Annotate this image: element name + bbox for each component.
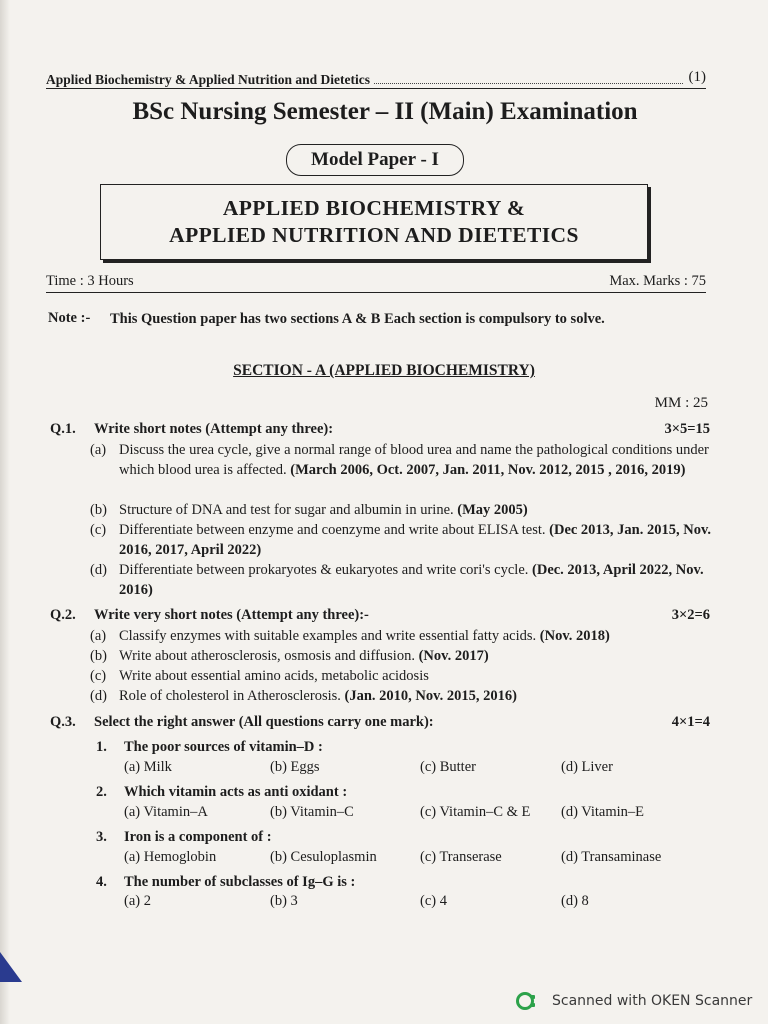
mcq-options	[124, 759, 724, 779]
exam-dates: (May 2005)	[457, 502, 528, 518]
sub-question-text: Role of cholesterol in Atherosclerosis.	[119, 688, 341, 704]
mcq-option: (c) Butter	[420, 759, 476, 775]
mcq-option: (a) Hemoglobin	[124, 849, 217, 865]
exam-dates: (Nov. 2018)	[539, 628, 610, 644]
mcq-text: The poor sources of vitamin–D :	[124, 739, 323, 755]
mcq-option: (c) Transerase	[420, 849, 502, 865]
exam-dates: (March 2006, Oct. 2007, Jan. 2011, Nov. 2012, 2015 , 2016, 2019)	[290, 462, 686, 478]
mcq-option: (d) Liver	[561, 759, 613, 775]
corner-mark	[0, 952, 22, 982]
sub-question	[90, 440, 712, 480]
sub-question-label: (a)	[90, 442, 107, 458]
mcq-option: (c) Vitamin–C & E	[420, 804, 531, 820]
question-marks: 3×2=6	[671, 607, 710, 623]
mcq-option: (a) Vitamin–A	[124, 804, 208, 820]
question-text: Write short notes (Attempt any three):	[94, 421, 334, 437]
sub-question-text: Structure of DNA and test for sugar and albumin in urine.	[119, 502, 454, 518]
sub-question-label: (d)	[90, 562, 107, 578]
sub-question	[90, 560, 712, 600]
model-paper-badge: Model Paper - I	[286, 144, 464, 176]
sub-question-text: Differentiate between prokaryotes & eukaryotes and write cori's cycle.	[119, 562, 529, 578]
note-label: Note :-	[48, 310, 91, 326]
time-marks-row	[46, 266, 706, 293]
sub-question-label: (c)	[90, 522, 107, 538]
sub-question	[90, 666, 712, 686]
sub-question-label: (c)	[90, 668, 107, 684]
mcq-text: Which vitamin acts as anti oxidant :	[124, 784, 348, 800]
exam-title: BSc Nursing Semester – II (Main) Examination	[132, 98, 638, 125]
exam-dates: (Nov. 2017)	[418, 648, 489, 664]
sub-question-label: (b)	[90, 648, 107, 664]
question-number: Q.2.	[50, 607, 76, 623]
mcq-option: (b) Eggs	[270, 759, 320, 775]
mcq-option: (b) Vitamin–C	[270, 804, 354, 820]
mcq-text: Iron is a component of :	[124, 829, 272, 845]
mcq-option: (c) 4	[420, 893, 447, 909]
question-marks: 4×1=4	[671, 714, 710, 730]
sub-question	[90, 520, 712, 560]
page-number: (1)	[688, 69, 706, 85]
question-text: Write very short notes (Attempt any three):-	[94, 607, 369, 623]
question-text: Select the right answer (All questions carry one mark):	[94, 714, 434, 730]
mcq-option: (d) Transaminase	[561, 849, 662, 865]
running-title: Applied Biochemistry & Applied Nutrition and Dietetics	[46, 72, 371, 87]
mcq-number: 2.	[96, 784, 107, 800]
exam-dates: (Jan. 2010, Nov. 2015, 2016)	[344, 688, 517, 704]
sub-question-text: Write about essential amino acids, metabolic acidosis	[119, 668, 429, 684]
leader-dots	[374, 82, 682, 84]
subject-title-box	[100, 184, 648, 260]
subject-line-1: APPLIED BIOCHEMISTRY &	[222, 196, 526, 220]
question-number: Q.1.	[50, 421, 76, 437]
mcq-option: (b) Cesuloplasmin	[270, 849, 377, 865]
exam-dates: (Dec 2013, Jan. 2015, Nov. 2016, 2017, April 2022)	[119, 522, 712, 558]
mcq-number: 4.	[96, 874, 107, 890]
page-edge-shadow	[0, 0, 10, 1024]
mcq-number: 3.	[96, 829, 107, 845]
mcq-option: (d) Vitamin–E	[561, 804, 645, 820]
sub-question	[90, 646, 712, 666]
sub-question	[90, 500, 712, 520]
mcq-options	[124, 849, 724, 869]
sub-question	[90, 626, 712, 646]
scanner-watermark	[516, 989, 752, 1013]
question-marks: 3×5=15	[664, 421, 710, 437]
mcq-option: (b) 3	[270, 893, 298, 909]
subject-line-2: APPLIED NUTRITION AND DIETETICS	[169, 223, 579, 247]
mcq-options	[124, 804, 724, 824]
mcq-number: 1.	[96, 739, 107, 755]
mcq-option: (d) 8	[561, 893, 589, 909]
mcq-option: (a) Milk	[124, 759, 172, 775]
sub-question-text: Discuss the urea cycle, give a normal range of blood urea and name the pathological conditions under which blood urea is affected.	[119, 442, 709, 478]
exam-dates: (Dec. 2013, April 2022, Nov. 2016)	[119, 562, 704, 598]
sub-question-label: (d)	[90, 688, 107, 704]
mcq-option: (a) 2	[124, 893, 151, 909]
sub-question-label: (b)	[90, 502, 107, 518]
time-allowed: Time : 3 Hours	[46, 273, 134, 289]
section-a-max-marks: MM : 25	[654, 395, 708, 411]
question-number: Q.3.	[50, 714, 76, 730]
running-header	[46, 64, 706, 89]
sub-question	[90, 686, 712, 706]
section-a-heading: SECTION - A (APPLIED BIOCHEMISTRY)	[233, 362, 535, 379]
scanner-watermark-text: Scanned with OKEN Scanner	[552, 993, 753, 1009]
note-text: This Question paper has two sections A & B Each section is compulsory to solve.	[110, 311, 605, 327]
sub-question-text: Write about atherosclerosis, osmosis and diffusion.	[119, 648, 415, 664]
sub-question-text: Classify enzymes with suitable examples and write essential fatty acids.	[119, 628, 537, 644]
sub-question-text: Differentiate between enzyme and coenzyme and write about ELISA test.	[119, 522, 546, 538]
mcq-text: The number of subclasses of Ig–G is :	[124, 874, 356, 890]
max-marks: Max. Marks : 75	[609, 273, 706, 289]
sub-question-label: (a)	[90, 628, 107, 644]
oken-scanner-logo-icon	[516, 990, 538, 1012]
mcq-options	[124, 893, 724, 913]
